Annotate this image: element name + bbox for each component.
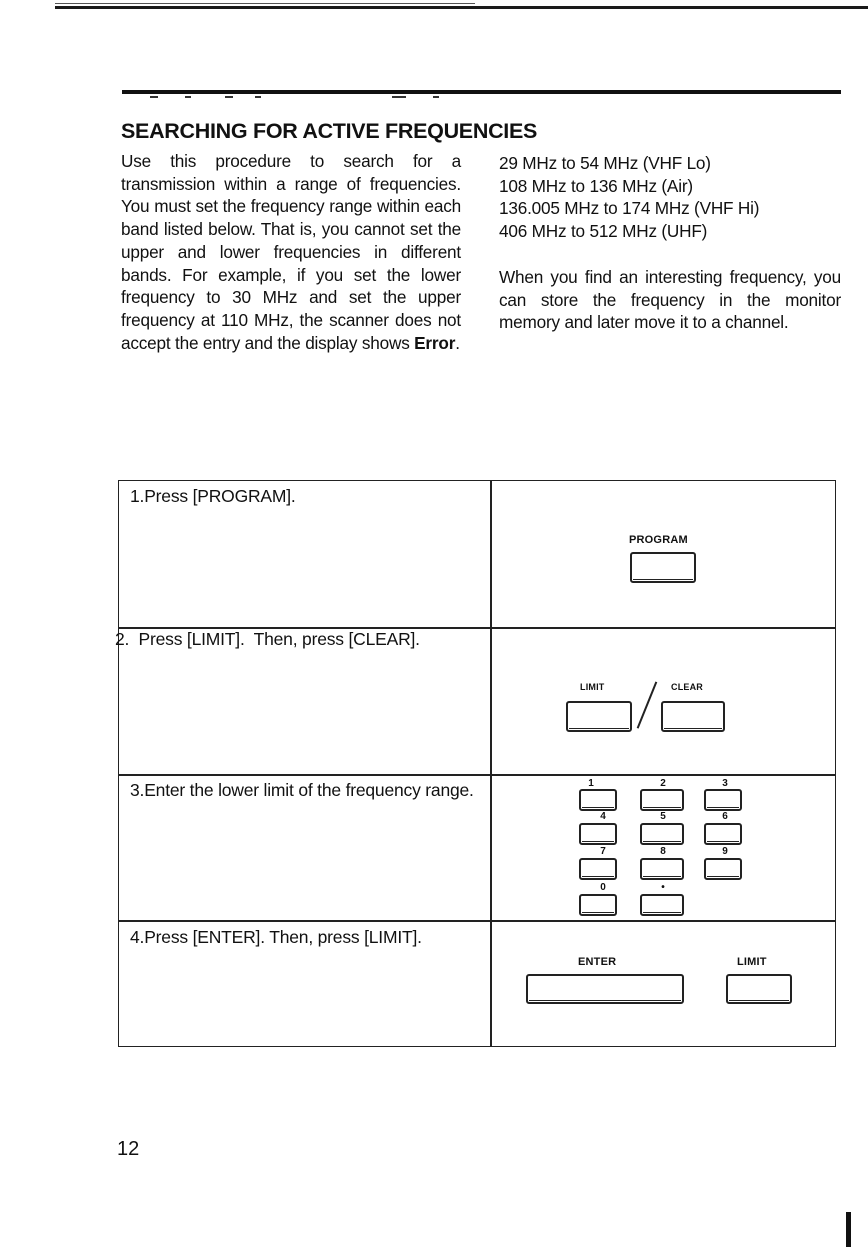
section-title: SEARCHING FOR ACTIVE FREQUENCIES — [121, 119, 538, 143]
band-list-column — [499, 152, 841, 334]
enter-key-label: ENTER — [578, 956, 617, 968]
step-1-text: 1.Press [PROGRAM]. — [130, 486, 296, 506]
digit-key-icon — [640, 823, 684, 845]
top-edge-thin-rule — [55, 3, 475, 4]
intro-text: Use this procedure to search for a transmission within a range of frequencies. You must set the frequency range within each band listed below. That is, you cannot set the upper and lower frequencies in different bands. For example, if you set the lower frequency to 30 MHz and set the upper frequency at 110 MHz, the scanner does not accept the entry and the display shows — [121, 151, 461, 353]
digit-key-icon — [704, 858, 742, 880]
row-divider — [118, 920, 836, 922]
clear-key-label: CLEAR — [671, 682, 703, 692]
header-rule — [122, 90, 841, 94]
step-3-text — [130, 779, 475, 801]
digit-key-icon — [640, 894, 684, 916]
limit-key-icon — [566, 701, 632, 732]
clear-key-icon — [661, 701, 725, 732]
program-key-icon — [630, 552, 696, 583]
limit-key-label: LIMIT — [580, 682, 605, 692]
digit-label: 0 — [600, 882, 606, 893]
band-item: 136.005 MHz to 174 MHz (VHF Hi) — [499, 198, 760, 219]
row-divider — [118, 774, 836, 776]
digit-label: • — [661, 882, 665, 893]
enter-key-icon — [526, 974, 684, 1004]
monitor-memory-note: When you find an interesting frequency, you can store the frequency in the monitor memory and later move it to a channel. — [499, 266, 841, 333]
digit-key-icon — [579, 823, 617, 845]
step-2-text: 2. Press [LIMIT]. Then, press [CLEAR]. — [115, 629, 420, 649]
digit-key-icon — [579, 789, 617, 811]
step-4-text: 4.Press [ENTER]. Then, press [LIMIT]. — [130, 927, 422, 947]
top-edge-rule — [55, 6, 868, 9]
limit-key-icon-2 — [726, 974, 792, 1004]
digit-label: 2 — [660, 778, 666, 789]
intro-paragraph: Use this procedure to search for a transmission within a range of frequencies. You must set the frequency range within each band listed below. That is, you cannot set the upper and lower frequencies in different bands. For example, if you set the lower frequency to 30 MHz and set the upper frequency at 110 MHz, the scanner does not accept the entry and the display shows Error. — [121, 151, 461, 353]
band-item: 29 MHz to 54 MHz (VHF Lo) — [499, 153, 711, 173]
digit-label: 6 — [722, 811, 728, 822]
digit-key-icon — [640, 858, 684, 880]
digit-label: 3 — [722, 778, 728, 789]
step-3-label: 3.Enter the lower limit of the frequency range. — [130, 780, 474, 800]
limit-key-label-2: LIMIT — [737, 956, 767, 968]
steps-table-frame — [118, 480, 836, 1047]
digit-label: 1 — [588, 778, 594, 789]
digit-label: 9 — [722, 846, 728, 857]
edge-mark — [846, 1212, 851, 1247]
page-number: 12 — [117, 1138, 140, 1160]
error-display-word: Error — [414, 332, 456, 353]
digit-label: 5 — [660, 811, 666, 822]
digit-key-icon — [640, 789, 684, 811]
header-dashes — [150, 96, 450, 100]
digit-label: 7 — [600, 846, 606, 857]
digit-key-icon — [579, 858, 617, 880]
digit-key-icon — [579, 894, 617, 916]
digit-label: 8 — [660, 846, 666, 857]
band-item: 108 MHz to 136 MHz (Air) — [499, 175, 693, 196]
program-key-label: PROGRAM — [629, 534, 688, 546]
digit-key-icon — [704, 789, 742, 811]
band-item: 406 MHz to 512 MHz (UHF) — [499, 221, 708, 242]
column-divider — [490, 480, 492, 1047]
steps-table — [115, 480, 836, 1047]
digit-key-icon — [704, 823, 742, 845]
digit-label: 4 — [600, 811, 606, 822]
